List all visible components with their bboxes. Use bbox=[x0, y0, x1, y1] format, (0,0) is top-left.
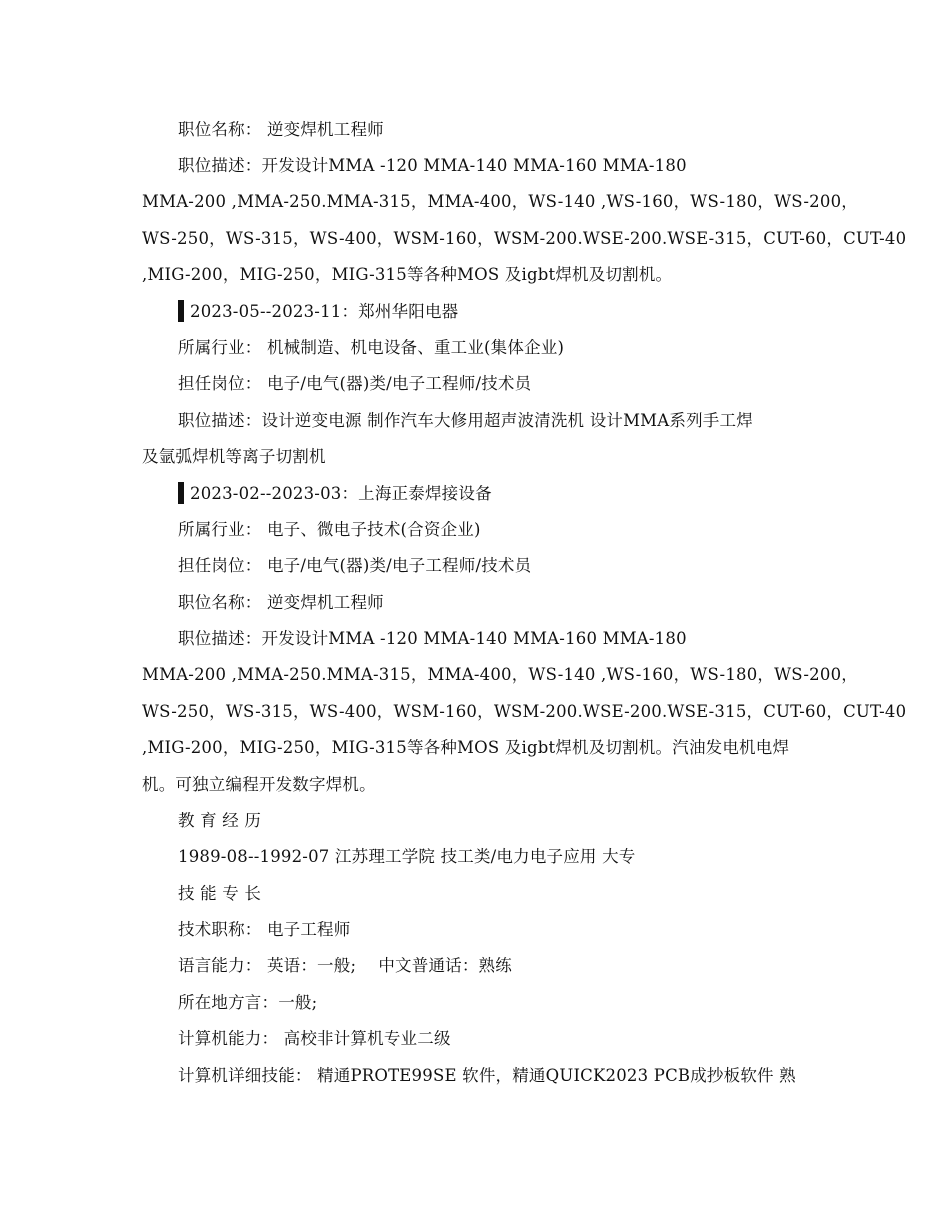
job-title-line: 职位名称： 逆变焊机工程师 bbox=[178, 120, 384, 139]
job-description-line: 及氩弧焊机等离子切割机 bbox=[142, 447, 326, 466]
employment-period-company: 2023-02--2023-03：上海正泰焊接设备 bbox=[190, 484, 492, 503]
language-ability-line: 语言能力： 英语：一般; 中文普通话：熟练 bbox=[178, 956, 512, 975]
job-description-line: 职位描述：开发设计MMA -120 MMA-140 MMA-160 MMA-180 bbox=[178, 629, 687, 648]
education-entry: 1989-08--1992-07 江苏理工学院 技工类/电力电子应用 大专 bbox=[178, 847, 636, 866]
job-title-line: 职位名称： 逆变焊机工程师 bbox=[178, 593, 384, 612]
job-description-line: MMA-200 ,MMA-250.MMA-315，MMA-400，WS-140 ,WS-160，WS-180，WS-200， bbox=[142, 192, 858, 211]
section-bar-marker bbox=[178, 300, 184, 322]
job-description-line: 机。可独立编程开发数字焊机。 bbox=[142, 775, 376, 794]
employment-entry-heading bbox=[178, 294, 458, 330]
section-bar-marker bbox=[178, 482, 184, 504]
computer-skills-line: 计算机详细技能： 精通PROTE99SE 软件，精通QUICK2023 PCB成抄板软件 熟 bbox=[178, 1066, 796, 1085]
professional-title-line: 技术职称： 电子工程师 bbox=[178, 920, 351, 939]
employment-entry-heading bbox=[178, 476, 492, 512]
industry-line: 所属行业： 电子、微电子技术(合资企业) bbox=[178, 520, 481, 539]
industry-line: 所属行业： 机械制造、机电设备、重工业(集体企业) bbox=[178, 338, 565, 357]
position-line: 担任岗位： 电子/电气(器)类/电子工程师/技术员 bbox=[178, 374, 532, 393]
computer-ability-line: 计算机能力： 高校非计算机专业二级 bbox=[178, 1029, 451, 1048]
job-description-line: MMA-200 ,MMA-250.MMA-315，MMA-400，WS-140 ,WS-160，WS-180，WS-200， bbox=[142, 665, 858, 684]
job-description-line: ,MIG-200，MIG-250，MIG-315等各种MOS 及igbt焊机及切割机。 bbox=[142, 265, 673, 284]
employment-period-company: 2023-05--2023-11：郑州华阳电器 bbox=[190, 302, 459, 321]
job-description-line: 职位描述：设计逆变电源 制作汽车大修用超声波清洗机 设计MMA系列手工焊 bbox=[178, 411, 753, 430]
skills-heading: 技 能 专 长 bbox=[178, 884, 262, 903]
job-description-line: WS-250，WS-315，WS-400，WSM-160，WSM-200.WSE-200.WSE-315，CUT-60，CUT-40 bbox=[142, 702, 907, 721]
job-description-line: WS-250，WS-315，WS-400，WSM-160，WSM-200.WSE-200.WSE-315，CUT-60，CUT-40 bbox=[142, 229, 907, 248]
position-line: 担任岗位： 电子/电气(器)类/电子工程师/技术员 bbox=[178, 556, 532, 575]
job-description-line: ,MIG-200，MIG-250，MIG-315等各种MOS 及igbt焊机及切割机。汽油发电机电焊 bbox=[142, 738, 790, 757]
job-description-line: 职位描述：开发设计MMA -120 MMA-140 MMA-160 MMA-180 bbox=[178, 156, 687, 175]
education-heading: 教 育 经 历 bbox=[178, 811, 262, 830]
dialect-line: 所在地方言：一般; bbox=[178, 993, 318, 1012]
